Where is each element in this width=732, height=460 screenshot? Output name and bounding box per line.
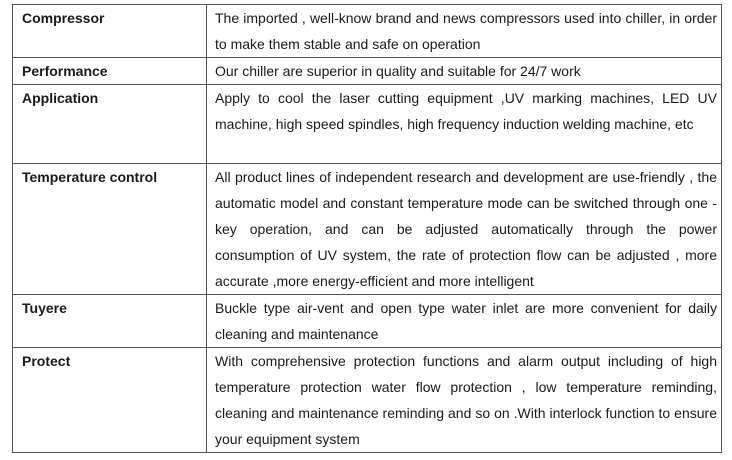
table-row bbox=[13, 5, 722, 58]
row-value-compressor: The imported , well-know brand and news compressors used into chiller, in order to make them stable and safe on operation bbox=[207, 5, 722, 58]
table-row bbox=[13, 58, 722, 85]
table-row bbox=[13, 164, 722, 295]
row-label-compressor: Compressor bbox=[13, 5, 207, 58]
table-row bbox=[13, 85, 722, 164]
spec-table bbox=[12, 4, 722, 453]
row-value-temperature-control: All product lines of independent research and development are use-friendly , the automatic model and constant temperature mode can be switched through one -key operation, and can be adjusted automatically through the power consumption of UV system, the rate of protection flow can be adjusted , more accurate ,more energy-efficient and more intelligent bbox=[207, 164, 722, 295]
row-value-performance: Our chiller are superior in quality and suitable for 24/7 work bbox=[207, 58, 722, 85]
row-value-protect: With comprehensive protection functions and alarm output including of high temperature protection water flow protection , low temperature reminding, cleaning and maintenance reminding and so on .With interlock function to ensure your equipment system bbox=[207, 348, 722, 453]
row-label-application: Application bbox=[13, 85, 207, 164]
row-label-performance: Performance bbox=[13, 58, 207, 85]
row-label-temperature-control: Temperature control bbox=[13, 164, 207, 295]
table-row bbox=[13, 348, 722, 453]
row-label-tuyere: Tuyere bbox=[13, 295, 207, 348]
row-value-tuyere: Buckle type air-vent and open type water inlet are more convenient for daily cleaning and maintenance bbox=[207, 295, 722, 348]
table-row bbox=[13, 295, 722, 348]
row-label-protect: Protect bbox=[13, 348, 207, 453]
row-value-application: Apply to cool the laser cutting equipment ,UV marking machines, LED UV machine, high speed spindles, high frequency induction welding machine, etc bbox=[207, 85, 722, 164]
